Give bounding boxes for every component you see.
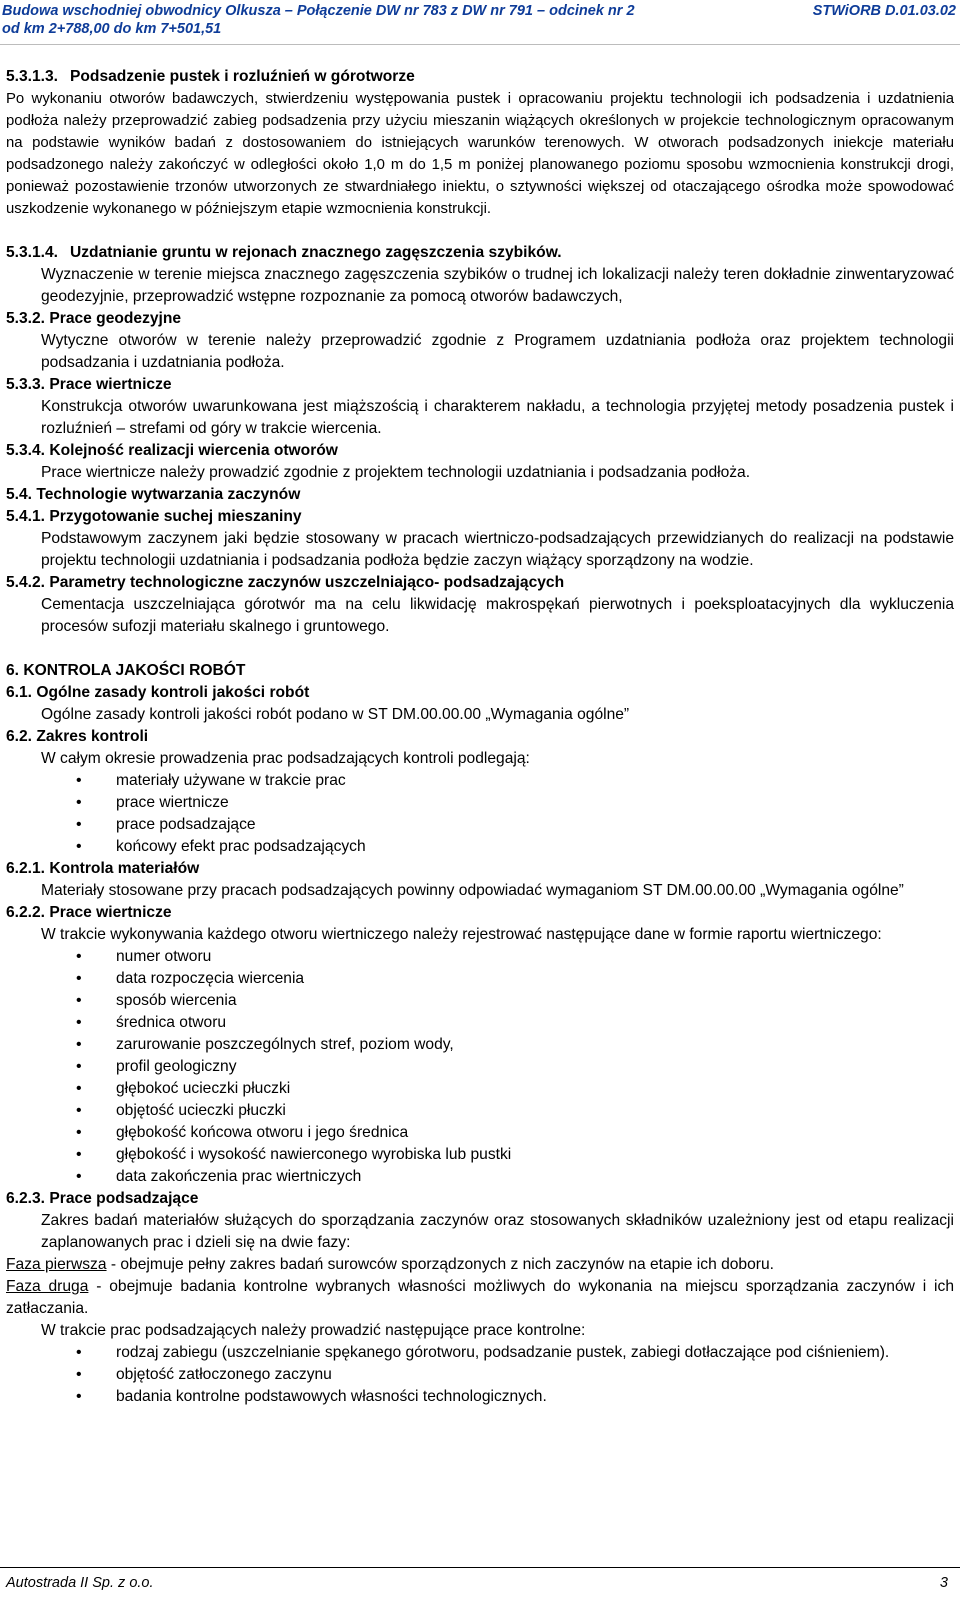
list-item: • objętość ucieczki płuczki — [116, 1100, 954, 1122]
section-heading-5-3-4: 5.3.4. Kolejność realizacji wiercenia otworów — [6, 442, 338, 459]
paragraph-sucha-mieszanina: Podstawowym zaczynem jaki będzie stosowany w pracach wiertniczo-podsadzających przewidzianych do realizacji na podstawie projektu technologii uzdatniania i podsadzania podłoża będzie zaczyn wiążący sporządzony na wodzie. — [41, 530, 954, 569]
paragraph-kontrola-materialow: Materiały stosowane przy pracach podsadzających powinny odpowiadać wymaganiom ST DM.00.00.00 „Wymagania ogólne” — [41, 882, 904, 899]
list-item: • badania kontrolne podstawowych własności technologicznych. — [116, 1386, 954, 1408]
list-item: • głębokoć ucieczki płuczki — [116, 1078, 954, 1100]
list-item: • głębokość i wysokość nawierconego wyrobiska lub pustki — [116, 1144, 954, 1166]
header-project-title: Budowa wschodniej obwodnicy Olkusza – Połączenie DW nr 783 z DW nr 791 – odcinek nr 2 — [2, 3, 635, 19]
document-body — [6, 66, 954, 1408]
phase-label: Faza pierwsza — [6, 1256, 107, 1273]
list-item: • data zakończenia prac wiertniczych — [116, 1166, 954, 1188]
paragraph-raport-wiertniczy: W trakcie wykonywania każdego otworu wiertniczego należy rejestrować następujące dane w formie raportu wiertniczego: — [41, 926, 882, 943]
section-heading-6-2-1: 6.2.1. Kontrola materiałów — [6, 860, 200, 877]
section-heading-5-4-2: 5.4.2. Parametry technologiczne zaczynów uszczelniająco- podsadzających — [6, 574, 565, 591]
list-item: • sposób wiercenia — [116, 990, 954, 1012]
paragraph-zakres-kontroli: W całym okresie prowadzenia prac podsadzających kontroli podlegają: — [41, 750, 530, 767]
section-heading-5-4: 5.4. Technologie wytwarzania zaczynów — [6, 486, 301, 503]
list-item: • data rozpoczęcia wiercenia — [116, 968, 954, 990]
footer-divider — [0, 1567, 960, 1568]
list-prace-kontrolne — [6, 1342, 954, 1408]
section-heading-5-3-1-4: 5.3.1.4. Uzdatnianie gruntu w rejonach znacznego zagęszczenia szybików. — [6, 244, 562, 261]
header-spec-code: STWiORB D.01.03.02 — [812, 3, 956, 19]
paragraph-uzdatnianie: Wyznaczenie w terenie miejsca znacznego zagęszczenia szybików o trudnej ich lokalizacji należy teren dokładnie zinwentaryzować geodezyjnie, przeprowadzić wstępne rozpoznanie za pomocą otworów badawczych, — [41, 266, 954, 305]
page-footer — [0, 1567, 960, 1597]
phase-label: Faza druga — [6, 1278, 89, 1295]
list-item: • prace podsadzające — [116, 814, 954, 836]
list-zakres-kontroli — [6, 770, 954, 858]
list-item: • objętość zatłoczonego zaczynu — [116, 1364, 954, 1386]
section-heading-5-4-1: 5.4.1. Przygotowanie suchej mieszaniny — [6, 508, 302, 525]
section-heading-6-1: 6.1. Ogólne zasady kontroli jakości robót — [6, 684, 310, 701]
paragraph-prace-wiertnicze: Konstrukcja otworów uwarunkowana jest miąższością i charakterem nakładu, a technologia przyjętej metody posadzenia pustek i rozluźnień – strefami od góry w trakcie wiercenia. — [41, 398, 954, 437]
list-item: • głębokość końcowa otworu i jego średnica — [116, 1122, 954, 1144]
paragraph-prace-kontrolne: W trakcie prac podsadzających należy prowadzić następujące prace kontrolne: — [41, 1322, 586, 1339]
list-item: • materiały używane w trakcie prac — [116, 770, 954, 792]
header-project-range: od km 2+788,00 do km 7+501,51 — [2, 21, 222, 37]
paragraph-podsadzenie: Po wykonaniu otworów badawczych, stwierdzeniu występowania pustek i opracowaniu projektu technologii ich podsadzenia i uzdatnienia podłoża należy przeprowadzić zabieg podsadzenia przy użyciu mieszanin wiążących określonych w projekcie technologicznym opracowanym na podstawie wyników badań z dostosowaniem do istniejących warunków terenowych. W otworach podsadzonych iniekcje materiału podsadzonego należy zakończyć w odległości około 1,0 m do 1,5 m poniżej planowanego poziomu sposobu wzmocnienia konstrukcji drogi, ponieważ pozostawienie trzonów utworzonych ze stwardniałego iniektu, o sztywności większej od otaczającego ośrodka może spowodować uszkodzenie wykonanego w późniejszym etapie wzmocnienia konstrukcji. — [6, 91, 954, 217]
paragraph-prace-geodezyjne: Wytyczne otworów w terenie należy przeprowadzić zgodnie z Programem uzdatniania podłoża oraz projektem technologii podsadzania i uzdatniania podłoża. — [41, 332, 954, 371]
paragraph-kolejnosc: Prace wiertnicze należy prowadzić zgodnie z projektem technologii uzdatniania i podsadzania podłoża. — [41, 464, 751, 481]
section-heading-5-3-2: 5.3.2. Prace geodezyjne — [6, 310, 182, 327]
section-heading-6: 6. KONTROLA JAKOŚCI ROBÓT — [6, 662, 246, 679]
section-heading-5-3-3: 5.3.3. Prace wiertnicze — [6, 376, 172, 393]
list-item: • średnica otworu — [116, 1012, 954, 1034]
header-divider — [0, 44, 960, 45]
list-item: • rodzaj zabiegu (uszczelnianie spękanego górotworu, podsadzanie pustek, zabiegi dotłaczające pod ciśnieniem). — [116, 1342, 954, 1364]
paragraph-ogolne-zasady: Ogólne zasady kontroli jakości robót podano w ST DM.00.00.00 „Wymagania ogólne” — [41, 706, 630, 723]
footer-company: Autostrada II Sp. z o.o. — [6, 1575, 154, 1591]
paragraph-zakres-badan: Zakres badań materiałów służących do sporządzania zaczynów oraz stosowanych składników uzależniony jest od etapu realizacji zaplanowanych prac i dzieli się na dwie fazy: — [41, 1212, 954, 1251]
paragraph-parametry: Cementacja uszczelniająca górotwór ma na celu likwidację makrospękań pierwotnych i poeksploatacyjnych dla wykluczenia procesów sufozji materiału skalnego i gruntowego. — [41, 596, 954, 635]
list-item: • końcowy efekt prac podsadzających — [116, 836, 954, 858]
paragraph-faza-pierwsza: Faza pierwsza - obejmuje pełny zakres badań surowców sporządzonych z nich zaczynów na etapie ich doboru. — [6, 1256, 774, 1273]
paragraph-faza-druga: Faza druga - obejmuje badania kontrolne wybranych własności możliwych do wykonania na miejscu sporządzania zaczynów i ich zatłaczania. — [6, 1278, 954, 1317]
list-item: • prace wiertnicze — [116, 792, 954, 814]
page-number: 3 — [939, 1575, 948, 1591]
section-heading-6-2: 6.2. Zakres kontroli — [6, 728, 149, 745]
page-header — [0, 0, 960, 48]
list-item: • profil geologiczny — [116, 1056, 954, 1078]
list-item: • numer otworu — [116, 946, 954, 968]
list-raport-wiertniczy — [6, 946, 954, 1188]
list-item: • zarurowanie poszczególnych stref, poziom wody, — [116, 1034, 954, 1056]
section-heading-6-2-2: 6.2.2. Prace wiertnicze — [6, 904, 172, 921]
section-heading-5-3-1-3: 5.3.1.3. Podsadzenie pustek i rozluźnień w górotworze — [6, 68, 415, 85]
section-heading-6-2-3: 6.2.3. Prace podsadzające — [6, 1190, 199, 1207]
